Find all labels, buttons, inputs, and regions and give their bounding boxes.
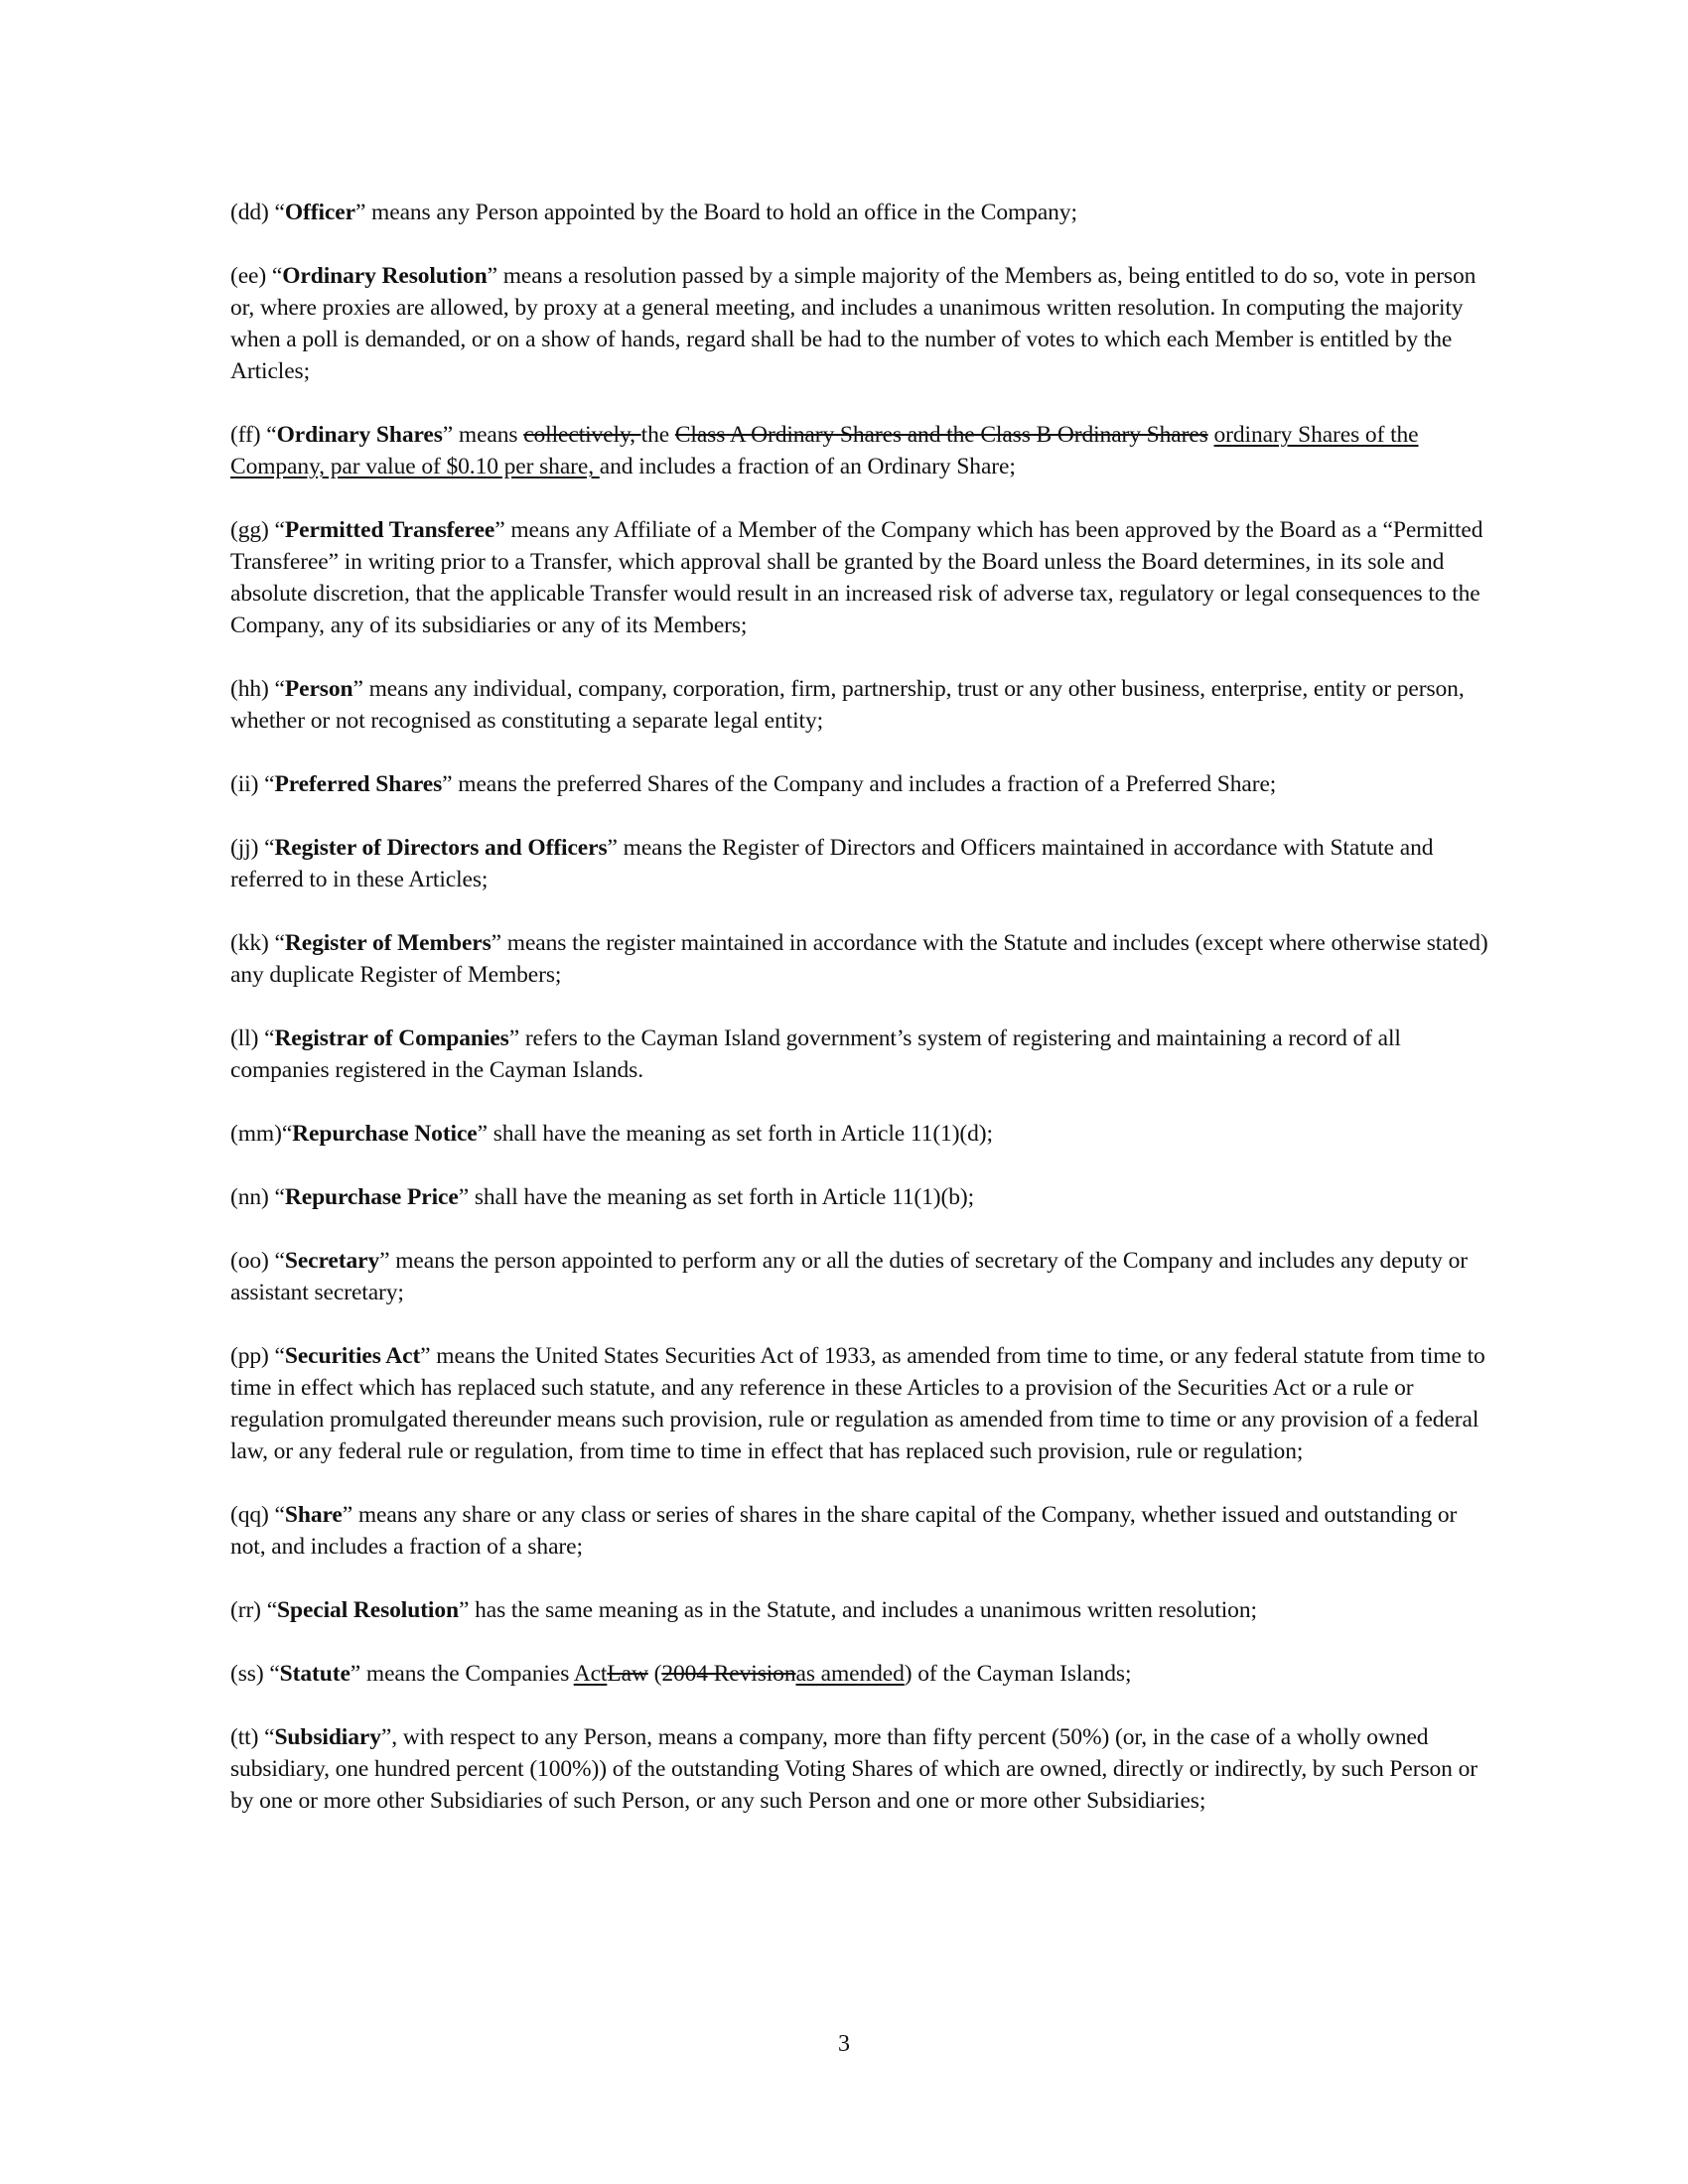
definition-item: [230, 1594, 1489, 1626]
open-quote: “: [264, 835, 275, 861]
definition-number: (jj): [230, 835, 265, 861]
definition-item: [230, 768, 1489, 800]
inserted-text: as amended: [795, 1661, 905, 1687]
definition-text: means the preferred Shares of the Company and includes a fraction of a Preferred Share;: [452, 771, 1277, 797]
definition-number: (ff): [230, 422, 267, 448]
deleted-text: Class A Ordinary Shares and the Class B Ordinary Shares: [674, 422, 1208, 448]
definition-body: [230, 676, 1465, 734]
close-quote: ”: [487, 263, 497, 289]
close-quote: ”: [458, 1597, 470, 1623]
open-quote: “: [266, 1597, 278, 1623]
definition-number: (ss): [230, 1661, 270, 1687]
defined-term: Officer: [284, 200, 355, 225]
definition-text: means the Register of Directors and Officers maintained in accordance with Statute and referred to in these Articles;: [230, 835, 1434, 892]
open-quote: “: [264, 1724, 275, 1750]
definition-text: , with respect to any Person, means a company, more than fifty percent (50%) (or, in the case of a wholly owned subsidiary, one hundred percent (100%)) of the outstanding Voting Shares of which are owned, directly or indirectly, by such Person or by one or more other Subsidiaries of such Person, or any such Person and one or more other Subsidiaries;: [230, 1724, 1477, 1814]
close-quote: ”: [477, 1121, 488, 1147]
close-quote: ”: [442, 422, 454, 448]
defined-term: Share: [284, 1502, 343, 1528]
defined-term: Preferred Shares: [274, 771, 443, 797]
definition-number: (ii): [230, 771, 265, 797]
definition-body: [230, 1502, 1457, 1560]
open-quote: “: [269, 1661, 280, 1687]
definition-item: [230, 1118, 1489, 1150]
close-quote: ”: [352, 676, 363, 702]
definition-item: [230, 1340, 1489, 1467]
close-quote: ”: [350, 1661, 361, 1687]
close-quote: ”: [491, 930, 501, 956]
definition-item: [230, 260, 1489, 387]
close-quote: ”: [458, 1184, 470, 1210]
open-quote: “: [264, 771, 275, 797]
definition-body: [230, 1724, 1477, 1814]
inserted-text: ordinary Shares of the Company, par value of $0.10 per share,: [230, 422, 1419, 479]
definition-text: means the register maintained in accordance with the Statute and includes (except where otherwise stated) any duplicate Register of Members;: [230, 930, 1488, 988]
definition-item: [230, 1499, 1489, 1563]
defined-term: Ordinary Shares: [276, 422, 443, 448]
definition-number: (qq): [230, 1502, 275, 1528]
open-quote: “: [271, 263, 283, 289]
close-quote: ”: [420, 1343, 431, 1369]
definition-text: (: [647, 1661, 662, 1687]
definition-number: (gg): [230, 517, 275, 543]
definition-item: [230, 673, 1489, 737]
close-quote: ”: [494, 517, 505, 543]
definition-item: [230, 1658, 1489, 1690]
close-quote: ”: [607, 835, 618, 861]
definition-body: [230, 1248, 1468, 1305]
defined-term: Registrar of Companies: [274, 1025, 509, 1051]
definition-item: [230, 1181, 1489, 1213]
definition-number: (hh): [230, 676, 275, 702]
defined-term: Register of Members: [284, 930, 492, 956]
deleted-text: collectively,: [523, 422, 641, 448]
defined-term: Repurchase Price: [284, 1184, 459, 1210]
definition-number: (mm): [230, 1121, 282, 1147]
defined-term: Subsidiary: [274, 1724, 381, 1750]
open-quote: “: [274, 1184, 285, 1210]
open-quote: “: [274, 676, 285, 702]
definition-item: [230, 927, 1489, 991]
open-quote: “: [274, 1502, 285, 1528]
definition-body: [469, 1597, 1257, 1623]
close-quote: ”: [354, 200, 366, 225]
open-quote: “: [274, 517, 285, 543]
definition-item: [230, 832, 1489, 895]
definition-number: (tt): [230, 1724, 265, 1750]
definition-item: [230, 1023, 1489, 1086]
definition-text: the: [640, 422, 675, 448]
definition-item: [230, 1721, 1489, 1817]
definition-text: and includes a fraction of an Ordinary Share;: [599, 454, 1016, 479]
deleted-text: 2004 Revision: [661, 1661, 796, 1687]
close-quote: ”: [508, 1025, 520, 1051]
defined-term: Person: [284, 676, 353, 702]
definition-text: refers to the Cayman Island government’s system of registering and maintaining a record of all companies registered in the Cayman Islands.: [230, 1025, 1401, 1083]
open-quote: “: [264, 1025, 275, 1051]
definition-number: (ll): [230, 1025, 265, 1051]
defined-term: Ordinary Resolution: [282, 263, 488, 289]
definition-text: means any Person appointed by the Board to hold an office in the Company;: [365, 200, 1077, 225]
defined-term: Statute: [279, 1661, 351, 1687]
definition-text: ) of the Cayman Islands;: [904, 1661, 1132, 1687]
defined-term: Secretary: [284, 1248, 380, 1274]
definition-text: shall have the meaning as set forth in Article 11(1)(b);: [469, 1184, 975, 1210]
definition-item: [230, 419, 1489, 482]
definition-text: has the same meaning as in the Statute, and includes a unanimous written resolution;: [469, 1597, 1257, 1623]
definition-number: (nn): [230, 1184, 275, 1210]
open-quote: “: [281, 1121, 293, 1147]
definition-body: [360, 1661, 1131, 1687]
definition-number: (rr): [230, 1597, 267, 1623]
definition-text: means any individual, company, corporation, firm, partnership, trust or any other business, enterprise, entity or person, whether or not recognised as constituting a separate legal entity;: [230, 676, 1465, 734]
defined-term: Permitted Transferee: [284, 517, 495, 543]
definition-number: (kk): [230, 930, 275, 956]
deleted-text: Law: [607, 1661, 648, 1687]
open-quote: “: [266, 422, 277, 448]
definition-body: [453, 771, 1277, 797]
defined-term: Special Resolution: [277, 1597, 459, 1623]
definition-text: means the person appointed to perform any or all the duties of secretary of the Company and includes any deputy or assistant secretary;: [230, 1248, 1468, 1305]
close-quote: ”: [379, 1248, 390, 1274]
definition-body: [469, 1184, 974, 1210]
definition-item: [230, 197, 1489, 228]
definition-number: (ee): [230, 263, 272, 289]
defined-term: Securities Act: [284, 1343, 421, 1369]
page-number: 3: [838, 2031, 850, 2057]
definition-text: means: [453, 422, 524, 448]
inserted-text: Act: [573, 1661, 608, 1687]
definition-body: [365, 200, 1077, 225]
close-quote: ”: [380, 1724, 392, 1750]
defined-term: Repurchase Notice: [292, 1121, 478, 1147]
definition-number: (pp): [230, 1343, 275, 1369]
definition-body: [488, 1121, 993, 1147]
definition-text: means the Companies: [360, 1661, 574, 1687]
definition-number: (oo): [230, 1248, 275, 1274]
open-quote: “: [274, 1343, 285, 1369]
close-quote: ”: [442, 771, 453, 797]
definition-text: shall have the meaning as set forth in Article 11(1)(d);: [487, 1121, 993, 1147]
open-quote: “: [274, 1248, 285, 1274]
definitions-list: [230, 197, 1489, 1848]
definition-text: means a resolution passed by a simple majority of the Members as, being entitled to do so, vote in person or, where proxies are allowed, by proxy at a general meeting, and includes a unanimous written resolution. In computing the majority when a poll is demanded, or on a show of hands, regard shall be had to the number of votes to which each Member is entitled by the Articles;: [230, 263, 1477, 384]
definition-text: means any Affiliate of a Member of the Company which has been approved by the Board as a “Permitted Transferee” in writing prior to a Transfer, which approval shall be granted by the Board unless the Board determines, in its sole and absolute discretion, that the applicable Transfer would result in an increased risk of adverse tax, regulatory or legal consequences to the Company, any of its subsidiaries or any of its Members;: [230, 517, 1483, 638]
open-quote: “: [274, 200, 285, 225]
definition-text: means the United States Securities Act of 1933, as amended from time to time, or any federal statute from time to time in effect which has replaced such statute, and any reference in these Articles to a provision of the Securities Act or a rule or regulation promulgated thereunder means such provision, rule or regulation as amended from time to time or any provision of a federal law, or any federal rule or regulation, from time to time in effect that has replaced such provision, rule or regulation;: [230, 1343, 1485, 1464]
definition-number: (dd): [230, 200, 275, 225]
definition-item: [230, 1245, 1489, 1308]
definition-text: means any share or any class or series of shares in the share capital of the Company, whether issued and outstanding or not, and includes a fraction of a share;: [230, 1502, 1458, 1560]
defined-term: Register of Directors and Officers: [274, 835, 608, 861]
definition-item: [230, 514, 1489, 641]
open-quote: “: [274, 930, 285, 956]
close-quote: ”: [342, 1502, 353, 1528]
